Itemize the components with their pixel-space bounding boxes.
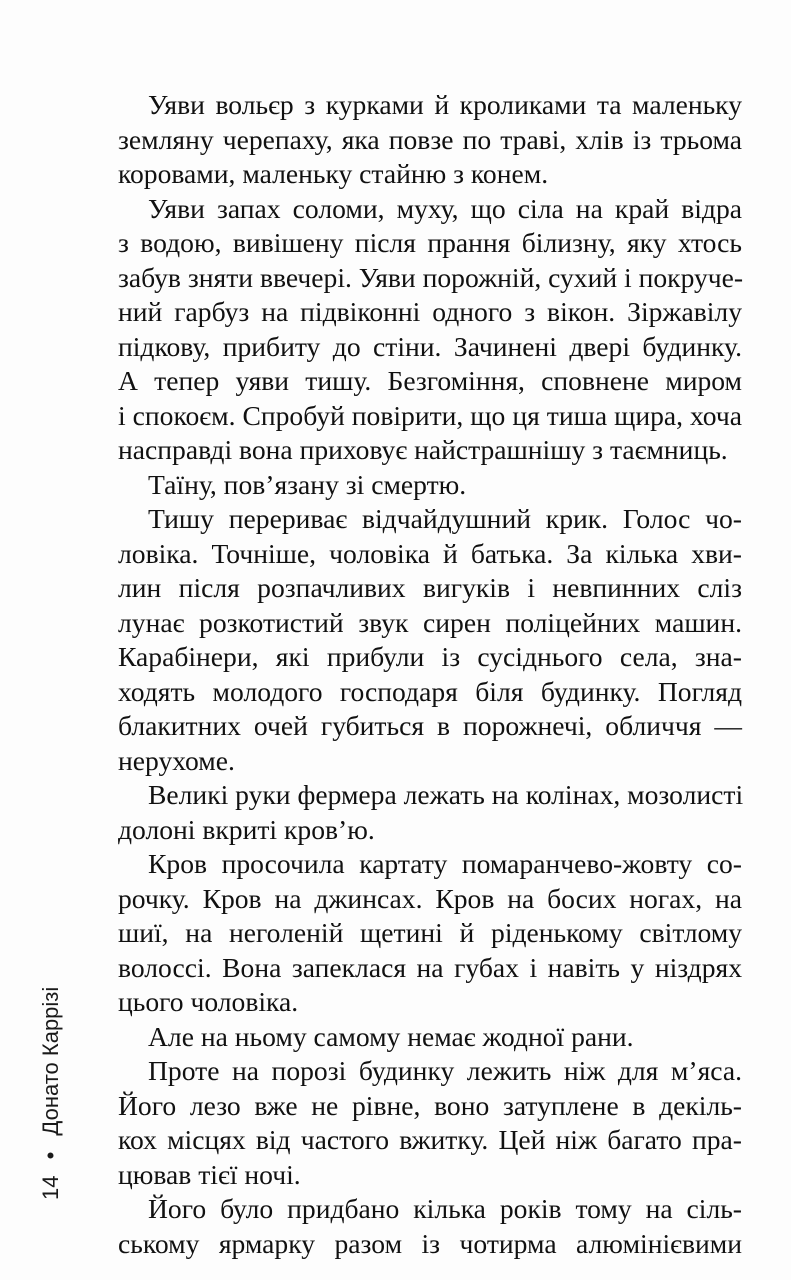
text-line: цього чоловіка. (118, 986, 299, 1017)
text-line: блакитних очей губиться в порожнечі, обличчя — (118, 710, 742, 741)
text-line: Таїну, пов’язану зі смертю. (148, 468, 467, 500)
text-line: лунає розкотистий звук сирен поліцейних машин. (118, 606, 742, 638)
text-line: А тепер уяви тишу. Безгоміння, сповнене миром (118, 365, 742, 396)
text-line: коровами, маленьку стайню з конем. (118, 158, 549, 189)
text-line: долоні вкриті кров’ю. (118, 813, 375, 845)
text-line: цював тієї ночі. (118, 1158, 301, 1190)
text-line: шиї, на неголеній щетині й ріденькому світлому (118, 917, 742, 948)
text-line: земляну черепаху, яка повзе по траві, хлів із трьома (118, 123, 742, 155)
text-line: Але на ньому самому немає жодної рани. (148, 1020, 634, 1052)
author-name: Донато Каррізі (38, 986, 63, 1136)
text-line: Кров просочила картату помаранчево-жовту со- (148, 848, 742, 879)
text-line: Тишу перериває відчайдушний крик. Голос чо- (148, 503, 742, 534)
text-line: Його лезо вже не рівне, воно затуплене в декіль- (118, 1089, 742, 1121)
text-line: лин після розпачливих вигуків і невпинних сліз (118, 572, 742, 603)
text-line: і спокоєм. Спробуй повірити, що ця тиша щира, хоча (118, 399, 742, 431)
text-line: рочку. Кров на джинсах. Кров на босих ногах, на (118, 882, 742, 914)
text-line: Його було придбано кілька років тому на сіль- (148, 1193, 742, 1224)
text-line: ний гарбуз на підвіконні одного з вікон. Зіржавілу (118, 296, 742, 327)
text-line: ловіка. Точніше, чоловіка й батька. За кілька хви- (118, 537, 742, 569)
text-line: нерухоме. (118, 744, 235, 776)
text-line: Проте на порозі будинку лежить ніж для м’яса. (148, 1055, 742, 1086)
text-line: підкову, прибиту до стіни. Зачинені двері будинку. (118, 330, 742, 362)
text-line: Карабінери, які прибули із сусіднього села, зна- (118, 641, 742, 672)
page-number: 14 (38, 1175, 63, 1200)
text-line: волоссі. Вона запеклася на губах і навіть у ніздрях (118, 951, 742, 983)
text-line: кох місцях від частого вжитку. Цей ніж багато пра- (118, 1124, 742, 1155)
text-line: ходять молодого господаря біля будинку. Погляд (118, 675, 742, 707)
text-line: забув зняти ввечері. Уяви порожній, сухий і покруче- (118, 261, 744, 293)
body-text (118, 88, 742, 1261)
text-line: ському ярмарку разом із чотирма алюмінієвими (118, 1227, 742, 1259)
separator-bullet: • (38, 1151, 63, 1160)
text-line: Уяви запах соломи, муху, що сіла на край відра (148, 192, 742, 224)
text-line: Великі руки фермера лежать на колінах, мозолисті (148, 779, 744, 810)
text-line: з водою, вивішену після прання білизну, яку хтось (118, 227, 742, 258)
text-line: насправді вона приховує найстрашнішу з таємниць. (118, 434, 728, 465)
text-line: Уяви вольєр з курками й кроликами та маленьку (148, 89, 742, 120)
running-head (38, 987, 64, 1200)
